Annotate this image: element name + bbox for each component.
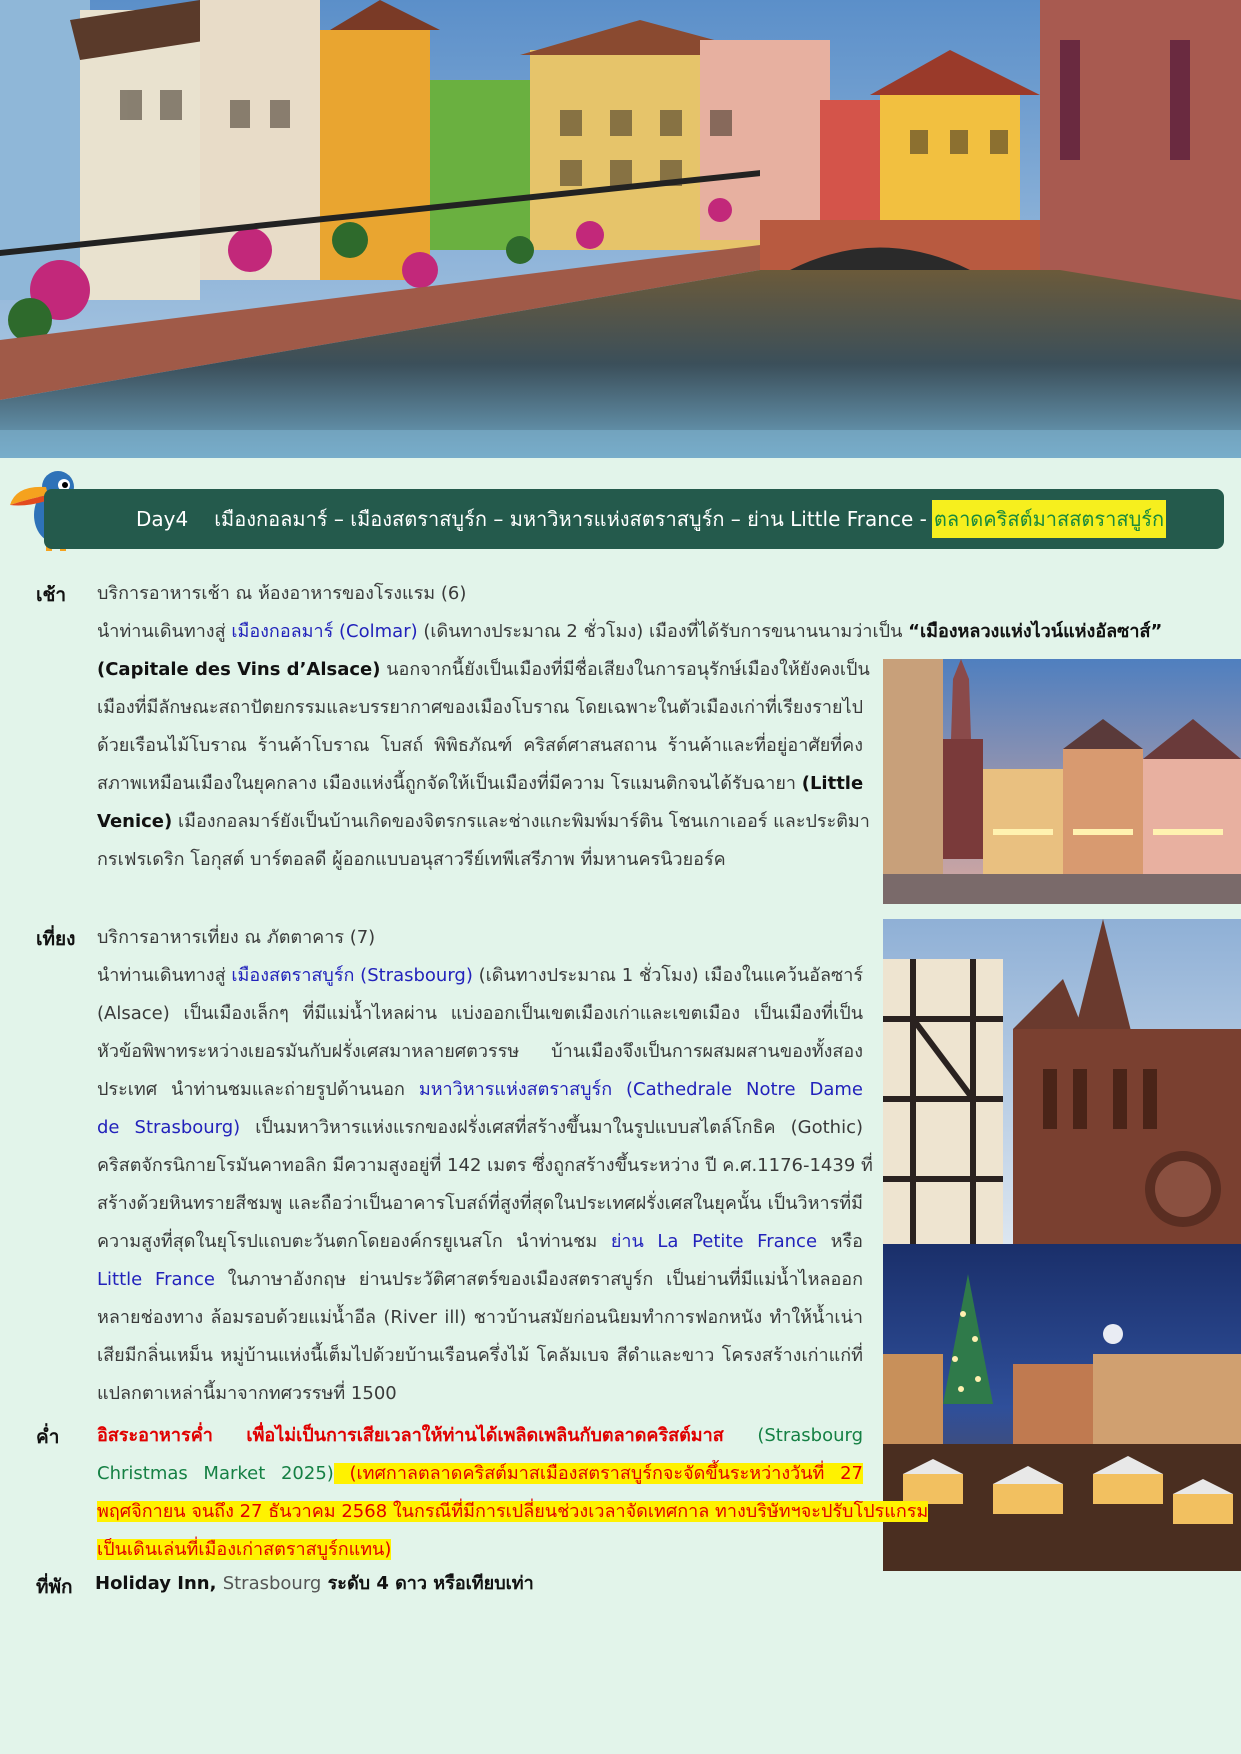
morning-l6-rest: เมืองกอลมาร์ยังเป็นบ้านเกิดของจิตรกรและช่างแกะพิมพ์มาร์ติน โชนเกาเออร์ และประติมา: [172, 811, 870, 832]
morning-breakfast: บริการอาหารเช้า ณ ห้องอาหารของโรงแรม (6): [97, 583, 467, 604]
day-label: Day4: [136, 507, 189, 531]
photo-christmas-market: [883, 1244, 1241, 1571]
noon-l9-rest: ในภาษาอังกฤษ ย่านประวัติศาสตร์ของเมืองสตราสบูร์ก เป็นย่านที่มีแม่น้ำไหลออก: [214, 1269, 864, 1290]
noon-lunch: บริการอาหารเที่ยง ณ ภัตตาคาร (7): [97, 927, 376, 948]
hotel-rating: ระดับ 4 ดาว หรือเทียบเท่า: [321, 1573, 534, 1594]
noon-l5-rest: เป็นมหาวิหารแห่งแรกของฝรั่งเศสที่สร้างขึ้นมาในรูปแบบสไตล์โกธิค (Gothic): [240, 1117, 863, 1138]
noon-l8-post: หรือ: [817, 1231, 863, 1252]
hotel-city: Strasbourg: [222, 1573, 322, 1594]
morning-line-3: เมืองที่มีลักษณะสถาปัตยกรรมและบรรยากาศของเมืองโบราณ โดยเฉพาะในตัวเมืองเก่าที่เรียงรายไป: [97, 697, 863, 718]
little-venice-part1: (Little: [801, 773, 864, 794]
evening-line-4: [97, 1531, 391, 1569]
little-france-link: Little France: [97, 1269, 215, 1290]
christmas-market-name-part1: (Strasbourg: [757, 1425, 863, 1446]
noon-line-7: สร้างด้วยหินทรายสีชมพู และถือว่าเป็นอาคารโบสถ์ที่สูงที่สุดในประเทศฝรั่งเศสในยุคนั้น เป็นวิหารที่มี: [97, 1193, 863, 1214]
noon-label: เที่ยง: [36, 928, 76, 950]
colmar-link: เมืองกอลมาร์ (Colmar): [231, 621, 418, 642]
morning-l1-pre: นำท่านเดินทางสู่: [97, 621, 232, 642]
hotel-info: [95, 1568, 534, 1597]
morning-l5-rest: สภาพเหมือนเมืองในยุคกลาง เมืองแห่งนี้ถูกจัดให้เป็นเมืองที่มีความ โรแมนติกจนได้รับฉายา: [97, 773, 802, 794]
noon-line-9: [97, 1261, 863, 1299]
morning-label: เช้า: [36, 584, 67, 606]
noon-line-3: หัวข้อพิพาทระหว่างเยอรมันกับฝรั่งเศสมาหลายศตวรรษ บ้านเมืองจึงเป็นการผสมผสานของทั้งสอง: [97, 1041, 863, 1062]
photo-strasbourg-cathedral: [883, 919, 1241, 1244]
little-venice-part2: Venice): [97, 811, 173, 832]
noon-line-6: คริสตจักรนิกายโรมันคาทอลิก มีความสูงอยู่ที่ 142 เมตร ซึ่งถูกสร้างขึ้นระหว่าง ปี ค.ศ.1176-1439 ที่: [97, 1155, 873, 1176]
strasbourg-link: เมืองสตราสบูร์ก (Strasbourg): [231, 965, 473, 986]
noon-line-4: [97, 1071, 863, 1109]
noon-line-10: หลายช่องทาง ล้อมรอบด้วยแม่น้ำอีล (River ill) ชาวบ้านสมัยก่อนนิยมทำการฟอกหนัง ทำให้น้ำเน่า: [97, 1307, 863, 1328]
evening-label: ค่ำ: [36, 1426, 60, 1448]
evening-line-1: [97, 1417, 863, 1455]
noon-l8-pre: ความสูงที่สุดในยุโรปแถบตะวันตกโดยองค์กรยูเนสโก นำท่านชม: [97, 1231, 611, 1252]
evening-line-2: [97, 1455, 863, 1493]
morning-l1-post: (เดินทางประมาณ 2 ชั่วโมง) เมืองที่ได้รับการขนานนามว่าเป็น: [417, 621, 909, 642]
petite-france-link: ย่าน La Petite France: [610, 1231, 818, 1252]
morning-line-6: [97, 803, 870, 841]
festival-note-part3: เป็นเดินเล่นที่เมืองเก่าสตราสบูร์กแทน): [97, 1539, 392, 1560]
festival-note-part1: (เทศกาลตลาดคริสต์มาสเมืองสตราสบูร์กจะจัดขึ้นระหว่างวันที่ 27: [333, 1463, 863, 1484]
hero-photo-colmar-canal: [0, 0, 1241, 458]
noon-line-12: แปลกตาเหล่านี้มาจากทศวรรษที่ 1500: [97, 1383, 397, 1404]
noon-line-5: [97, 1109, 863, 1147]
hotel-name: Holiday Inn,: [95, 1573, 223, 1594]
day-route: เมืองกอลมาร์ – เมืองสตราสบูร์ก – มหาวิหารแห่งสตราสบูร์ก – ย่าน Little France -: [214, 507, 927, 531]
free-dinner-text: อิสระอาหารค่ำ เพื่อไม่เป็นการเสียเวลาให้ท่านได้เพลิดเพลินกับตลาดคริสต์มาส: [97, 1425, 758, 1446]
noon-line-2: (Alsace) เป็นเมืองเล็กๆ ที่มีแม่น้ำไหลผ่าน แบ่งออกเป็นเขตเมืองเก่าและเขตเมือง เป็นเมืองที่เป็น: [97, 1003, 863, 1024]
noon-line-8: [97, 1223, 863, 1261]
cathedral-link-part2: de Strasbourg): [97, 1117, 241, 1138]
morning-line-5: [97, 765, 863, 803]
colmar-french-name: (Capitale des Vins d’Alsace): [97, 659, 381, 680]
day-header-banner: [44, 489, 1224, 549]
morning-l2-rest: นอกจากนี้ยังเป็นเมืองที่มีชื่อเสียงในการอนุรักษ์เมืองให้ยังคงเป็น: [380, 659, 870, 680]
christmas-market-name-part2: Christmas Market 2025): [97, 1463, 334, 1484]
noon-l1-post: (เดินทางประมาณ 1 ชั่วโมง) เมืองในแคว้นอัลซาร์: [472, 965, 864, 986]
cathedral-link-part1: มหาวิหารแห่งสตราสบูร์ก (Cathedrale Notre Dame: [418, 1079, 863, 1100]
noon-line-1: [97, 957, 863, 995]
morning-line-7: กรเฟรเดริก โอกุสต์ บาร์ตอลดี ผู้ออกแบบอนุสาวรีย์เทพีเสรีภาพ ที่มหานครนิวยอร์ค: [97, 849, 726, 870]
morning-line-1: [97, 613, 1162, 651]
day-route-highlight: ตลาดคริสต์มาสสตราสบูร์ก: [932, 500, 1166, 538]
noon-l1-pre: นำท่านเดินทางสู่: [97, 965, 232, 986]
morning-line-2: [97, 651, 870, 689]
noon-l4-pre: ประเทศ นำท่านชมและถ่ายรูปด้านนอก: [97, 1079, 419, 1100]
noon-line-11: เสียมีกลิ่นเหม็น หมู่บ้านแห่งนี้เต็มไปด้วยบ้านเรือนครึ่งไม้ โคลัมเบจ สีดำและขาว โครงสร้างเก่าแก่ที่: [97, 1345, 863, 1366]
evening-line-3: [97, 1493, 929, 1531]
hotel-label: ที่พัก: [36, 1576, 73, 1598]
festival-note-part2: พฤศจิกายน จนถึง 27 ธันวาคม 2568 ในกรณีที่มีการเปลี่ยนช่วงเวลาจัดเทศกาล ทางบริษัทฯจะปรับโปรแกรม: [97, 1501, 929, 1522]
photo-strasbourg-street: [883, 659, 1241, 904]
morning-line-4: ด้วยเรือนไม้โบราณ ร้านค้าโบราณ โบสถ์ พิพิธภัณฑ์ คริสต์ศาสนสถาน ร้านค้าและที่อยู่อาศัยที่คง: [97, 735, 863, 756]
colmar-title-quote: “เมืองหลวงแห่งไวน์แห่งอัลซาส์”: [908, 621, 1163, 642]
